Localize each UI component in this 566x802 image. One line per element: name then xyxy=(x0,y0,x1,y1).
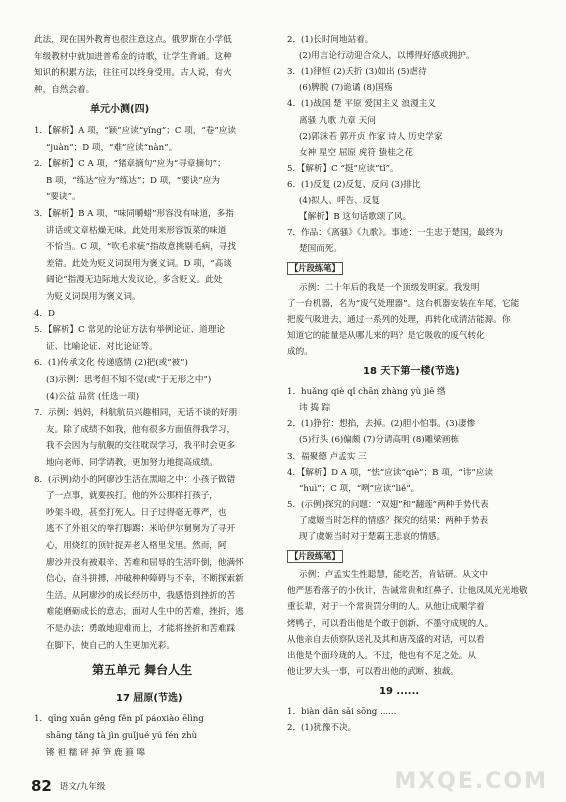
left-line: 我不会因为与航舰的交往耽误学习，我平时会更多 xyxy=(46,441,236,452)
left-line: 17 屈原(节选) xyxy=(116,692,183,704)
left-line: 讲话或文章枯燥无味。此处用来形容饭菜的味道 xyxy=(46,225,227,236)
right-line: 知道它的能量是从哪儿来的吗？是它吸收的废气转化 xyxy=(287,330,485,341)
right-line: 楚国而死。 xyxy=(299,244,342,255)
left-line: “要诀”。 xyxy=(46,192,81,203)
right-line: 重长辈，对于一个常贵罚分明的人。从他让成顺学着 xyxy=(287,602,485,613)
left-line: 阔论”指漫无边际地大发议论，多含贬义。此处 xyxy=(46,275,223,286)
right-line: 2．(1)狰狞：想掐，去掉。(2)胆小怕事。(3)凄惨 xyxy=(287,419,476,430)
right-line: 3．福聚德 卢孟实 三 xyxy=(287,451,367,462)
left-line: 逃不了外祖父的拳打脚踢；米哈伊尔舅舅为了寻开 xyxy=(46,524,236,535)
right-line: 5．(示例)探究的问题：“双翅”和“翻莲”两种手势代表 xyxy=(287,499,489,510)
right-line: 5．【解析】C “挺”应读“tǐ”。 xyxy=(287,163,399,174)
right-line: 2．(1)犹豫不决。 xyxy=(287,723,357,734)
left-line: 难能磨砺成长的意志，面对人生中的苦难，挫折，逃 xyxy=(46,607,244,618)
right-line: 他让罗大头一事，可以看出他的武断、独裁。 xyxy=(287,666,459,677)
left-line: 种，自然会着。 xyxy=(34,84,95,95)
left-line: 为贬义词误用为褒义词。 xyxy=(46,292,141,302)
left-line: B 项，“练达”应为“练达”；D 项，“要诀”应为 xyxy=(46,175,220,186)
right-line: 示例：二十年后的我是一个顶级发明家。我发明 xyxy=(299,282,480,293)
right-line: (2)郭沫若 郭开贞 作家 诗人 历史学家 xyxy=(299,131,443,142)
left-line: 吵架斗殴，甚至打死人。日子过得毫无尊严，也 xyxy=(46,507,227,518)
right-line: 18 天下第一楼(节选) xyxy=(363,366,460,377)
left-line: 单元小测(四) xyxy=(90,104,150,116)
right-line: 他严惩看落子的小伙计，告诫常贵和红鼻子、让他凤凤光光地敬 xyxy=(287,586,528,597)
left-line: 1．【解析】A 项，“颖”应读“yǐng”；C 项，“卷”应读 xyxy=(34,126,236,136)
right-line: 【片段练笔】 xyxy=(287,262,343,275)
right-line: 19 ...... xyxy=(379,685,420,697)
left-line: 在脚下，使自己的人生更加光彩。 xyxy=(46,640,175,651)
left-line: 8．(示例)幼小的阿廖沙生活在黑暗之中：小孩子做错 xyxy=(34,474,236,485)
right-line: 女神 星空 屈原 虎符 蛰桂之花 xyxy=(299,147,414,158)
right-line: 讳 捣 踪 xyxy=(299,403,331,414)
right-line: (4)拟人、呼告、反复 xyxy=(299,196,380,206)
left-line: 第五单元 舞台人生 xyxy=(92,663,193,678)
right-line: 了虞姬当时怎样的情感？探究的结果：两种手势表 xyxy=(299,515,489,526)
right-line: 7．作品：《离骚》《九歌》。事迹：一生忠于楚国，最终为 xyxy=(287,228,504,239)
left-line: 3．【解析】B A 项，“味同嚼蜡”形容没有味道，多指 xyxy=(34,209,234,219)
left-line: 5．【解析】C 常见的论证方法有举例论证、道理论 xyxy=(34,325,225,336)
left-line: 4．D xyxy=(34,308,55,319)
right-line: 示例：卢孟实生性聪慧，能吃苦，肯钻研。从文中 xyxy=(299,570,489,581)
left-line: (4)公益 品赏 (任选一项) xyxy=(46,391,140,402)
page-number: 82 xyxy=(31,777,52,795)
right-line: (2)用言论行动迎合众人，以博得好感或拥护。 xyxy=(299,51,475,62)
left-line: 锵 袒 糯 砰 掉 笋 鹿 箍 嗥 xyxy=(46,747,146,758)
left-line: shāng tǎng tà jìn guǐjué yú fén zhù xyxy=(46,731,198,741)
left-line: 1．qīng xuān gěng fěn pǐ páoxiào ēlìng xyxy=(34,714,204,725)
left-line: 地向老师、同学请教，更加努力地提高成绩。 xyxy=(46,458,218,468)
grade-label: 语文/九年级 xyxy=(59,782,106,792)
right-line: 从他亲自去侦察队送礼及其和唐茂盛的对话，可以看 xyxy=(287,634,485,645)
right-line: 把废气吸进去，通过一系列的处理，再转化成清洁能源。你 xyxy=(287,314,511,325)
left-line: 不恰当。C 项，“吹毛求疵”指故意挑剔毛病，寻找 xyxy=(46,242,236,253)
right-line: 烤鸭子，可以看出他是个敢于创新、不墨守成规的人。 xyxy=(287,618,494,629)
right-line: 【解析】B 这句话歌颂了风。 xyxy=(299,212,412,223)
right-line: 离骚 九歌 九章 天问 xyxy=(299,115,376,126)
right-line: 4．(1)战国 楚 平原 爱国主义 浪漫主义 xyxy=(287,99,436,110)
left-line: 信心，奋斗拼搏，冲破种种障碍与不幸，不断探索新 xyxy=(46,574,244,585)
right-line: 3．(1)律恒 (2)夭折 (3)如出 (5)虐待 xyxy=(287,67,427,78)
right-line: 出他是个面玲珑的人。不过，他也有不足之处。从 xyxy=(287,650,477,661)
right-line: 【片段练笔】 xyxy=(287,550,343,563)
left-line: 年级教材中就加进普希金的诗歌，让学生背诵。这种 xyxy=(34,51,232,62)
left-line: 7．示例：妈妈，科航航员兴趣相同，无话不谈的好朋 xyxy=(34,408,238,419)
right-line: (5)行头 (6)偏颇 (7)分请高明 (8)雕梁画栋 xyxy=(299,435,460,446)
left-line: 2．【解析】C A 项，“猪章摘句”应为“寻章摘句”； xyxy=(34,159,226,170)
left-line: 生活。从阿廖沙的成长经历中，我感悟到挫折的苦 xyxy=(46,590,236,601)
right-line: 4．【解析】D A 项，“怯”应读“qiè”；B 项，“讳”应读 xyxy=(287,467,493,478)
watermark-logo: MXQE.COM xyxy=(394,769,548,794)
left-line: 差错。此处为贬义词误用为褒义词。D 项，“高谈 xyxy=(46,258,232,269)
right-line: 现了虞姬当时对于楚霸王悲哀的情感。 xyxy=(299,532,446,542)
left-line: 了一点事，就要挨打。他的外公那样打孩子， xyxy=(46,491,218,502)
left-line: 证、比喻论证、对比论证等。 xyxy=(46,341,158,352)
left-line: 心，用烧红的顶针捉弄老人格里戈里。然而，阿 xyxy=(46,541,227,551)
left-line: 廖沙并没有被艰辛、苦难和屈辱的生活吓倒，他满怀 xyxy=(46,557,244,568)
right-line: 2．(1)长时间地站着。 xyxy=(287,35,374,45)
left-line: (3)示例：思考但不知不觉(或“于无形之中”) xyxy=(46,375,212,385)
left-line: 知识的积累方法，往往可以终身受用。古人说，有火 xyxy=(34,68,232,79)
left-line: 友。除了成绩不如我，他有很多方面值得我学习， xyxy=(46,424,236,435)
right-line: 1．biàn dān sāi sōng ...... xyxy=(287,707,397,717)
right-line: 成的。 xyxy=(287,346,313,357)
left-line: “juàn”；D 项，“难”应读“nàn”。 xyxy=(46,142,178,153)
right-line: 1．huǎng qiè qǐ chān zhàng yù jiē 绺 xyxy=(287,387,446,398)
right-line: (6)脾脱 (7)诡谲 (8)国殇 xyxy=(299,83,393,94)
right-line: “huì”；C 项，“咧”应读“liě”。 xyxy=(299,483,420,494)
left-line: 6．(1)传承文化 传递感情 (2)把(或“被”) xyxy=(34,358,188,369)
left-line: 不是办法；勇敢地迎难而上，才能将挫折和苦难踩 xyxy=(46,624,236,634)
right-line: 6．(1)反复 (2)反复、反问 (3)排比 xyxy=(287,179,421,190)
right-line: 了一台机器，名为“废气处理器”。这台机器安装在车尾，它能 xyxy=(287,298,520,309)
left-line: 此法，现在国外教育也很注意这点。俄罗斯在小学低 xyxy=(34,35,232,45)
page-footer xyxy=(31,776,105,796)
